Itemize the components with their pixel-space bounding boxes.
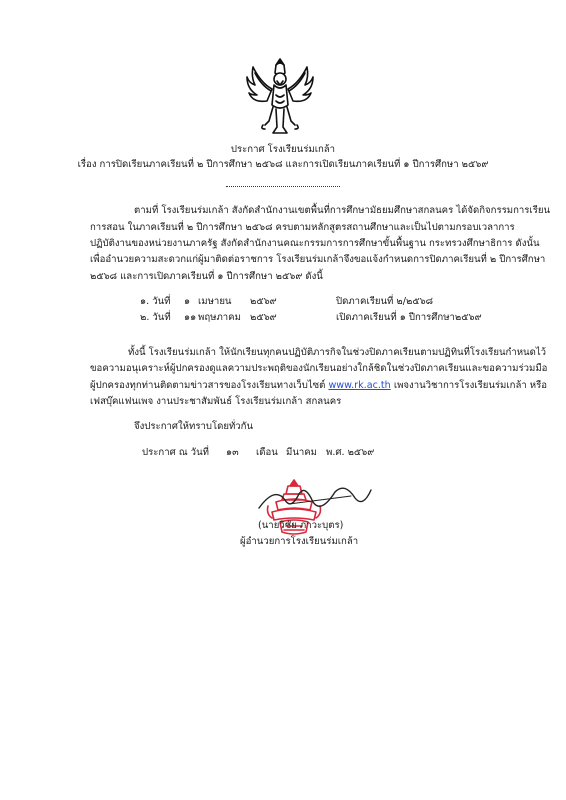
- schedule-day: ๑: [184, 296, 191, 307]
- paragraph-line: ๒๕๖๘ และการเปิดภาคเรียนที่ ๑ ปีการศึกษา ๒๕๖๙ ดังนี้: [90, 271, 323, 282]
- closing-statement: จึงประกาศให้ทราบโดยทั่วกัน: [134, 421, 254, 432]
- announcement-subject: เรื่อง การปิดเรียนภาคเรียนที่ ๒ ปีการศึกษา ๒๕๖๘ และการเปิดเรียนภาคเรียนที่ ๑ ปีการศึกษา ๒๕๖๙: [77, 159, 489, 170]
- schedule-day: ๑๑: [184, 312, 197, 323]
- school-website-link[interactable]: www.rk.ac.th: [328, 380, 391, 391]
- paragraph-line: ทั้งนี้ โรงเรียนร่มเกล้า ให้นักเรียนทุกคนปฏิบัติภารกิจในช่วงปิดภาคเรียนตามปฏิทินที่โรงเรียนกำหนดไว้: [128, 347, 547, 358]
- paragraph-line: [90, 380, 547, 392]
- schedule-month: เมษายน: [198, 296, 232, 307]
- paragraph-text: เพจงานวิชาการโรงเรียนร่มเกล้า หรือ: [390, 380, 548, 391]
- signatory-title: ผู้อำนวยการโรงเรียนร่มเกล้า: [240, 536, 359, 547]
- announcement-org: ประกาศ โรงเรียนร่มเกล้า: [230, 144, 336, 155]
- date-day: ๑๓: [226, 447, 239, 458]
- date-month-label: เดือน: [256, 447, 278, 458]
- garuda-emblem-icon: [243, 55, 317, 135]
- schedule-year: ๒๕๖๙: [250, 312, 277, 323]
- paragraph-line: การสอน ในภาคเรียนที่ ๒ ปีการศึกษา ๒๕๖๘ ครบตามหลักสูตรสถานศึกษาและเป็นไปตามกรอบเวลาการ: [90, 222, 515, 233]
- paragraph-line: เพื่ออำนวยความสะดวกแก่ผู้มาติดต่อราชการ โรงเรียนร่มเกล้าจึงขอแจ้งกำหนดการปิดภาคเรียนที่ ๒ ปีการศึกษา: [90, 254, 546, 265]
- schedule-no: ๒. วันที่: [140, 312, 171, 323]
- schedule-event: เปิดภาคเรียนที่ ๑ ปีการศึกษา๒๕๖๙: [336, 312, 482, 323]
- signatory-name: (นายวิชัย ภาวะบุตร): [258, 520, 344, 531]
- schedule-month: พฤษภาคม: [198, 312, 241, 323]
- schedule-no: ๑. วันที่: [140, 296, 171, 307]
- date-month: มีนาคม: [286, 447, 318, 458]
- handwritten-signature-icon: [255, 480, 375, 516]
- paragraph-line: เฟสบุ๊คแฟนเพจ งานประชาสัมพันธ์ โรงเรียนร่มเกล้า สกลนคร: [90, 396, 342, 407]
- date-label: ประกาศ ณ วันที่: [142, 447, 209, 458]
- paragraph-text: ผู้ปกครองทุกท่านติดตามข่าวสารของโรงเรียนทางเว็บไซต์: [90, 380, 329, 391]
- header-divider: [226, 186, 340, 187]
- schedule-year: ๒๕๖๙: [250, 296, 277, 307]
- paragraph-line: ตามที่ โรงเรียนร่มเกล้า สังกัดสำนักงานเขตพื้นที่การศึกษามัธยมศึกษาสกลนคร ได้จัดกิจกรรมการเรียน: [134, 205, 551, 216]
- schedule-event: ปิดภาคเรียนที่ ๒/๒๕๖๘: [336, 296, 434, 307]
- date-year: พ.ศ. ๒๕๖๙: [326, 447, 375, 458]
- paragraph-line: ปฏิบัติงานของหน่วยงานภาครัฐ สังกัดสำนักงานคณะกรรมการการศึกษาขั้นพื้นฐาน กระทรวงศึกษาธิการ ดังนั้น: [90, 238, 540, 249]
- paragraph-line: ขอความอนุเคราะห์ผู้ปกครองดูแลความประพฤติของนักเรียนอย่างใกล้ชิดในช่วงปิดภาคเรียนและขอความร่วมมือ: [90, 363, 548, 374]
